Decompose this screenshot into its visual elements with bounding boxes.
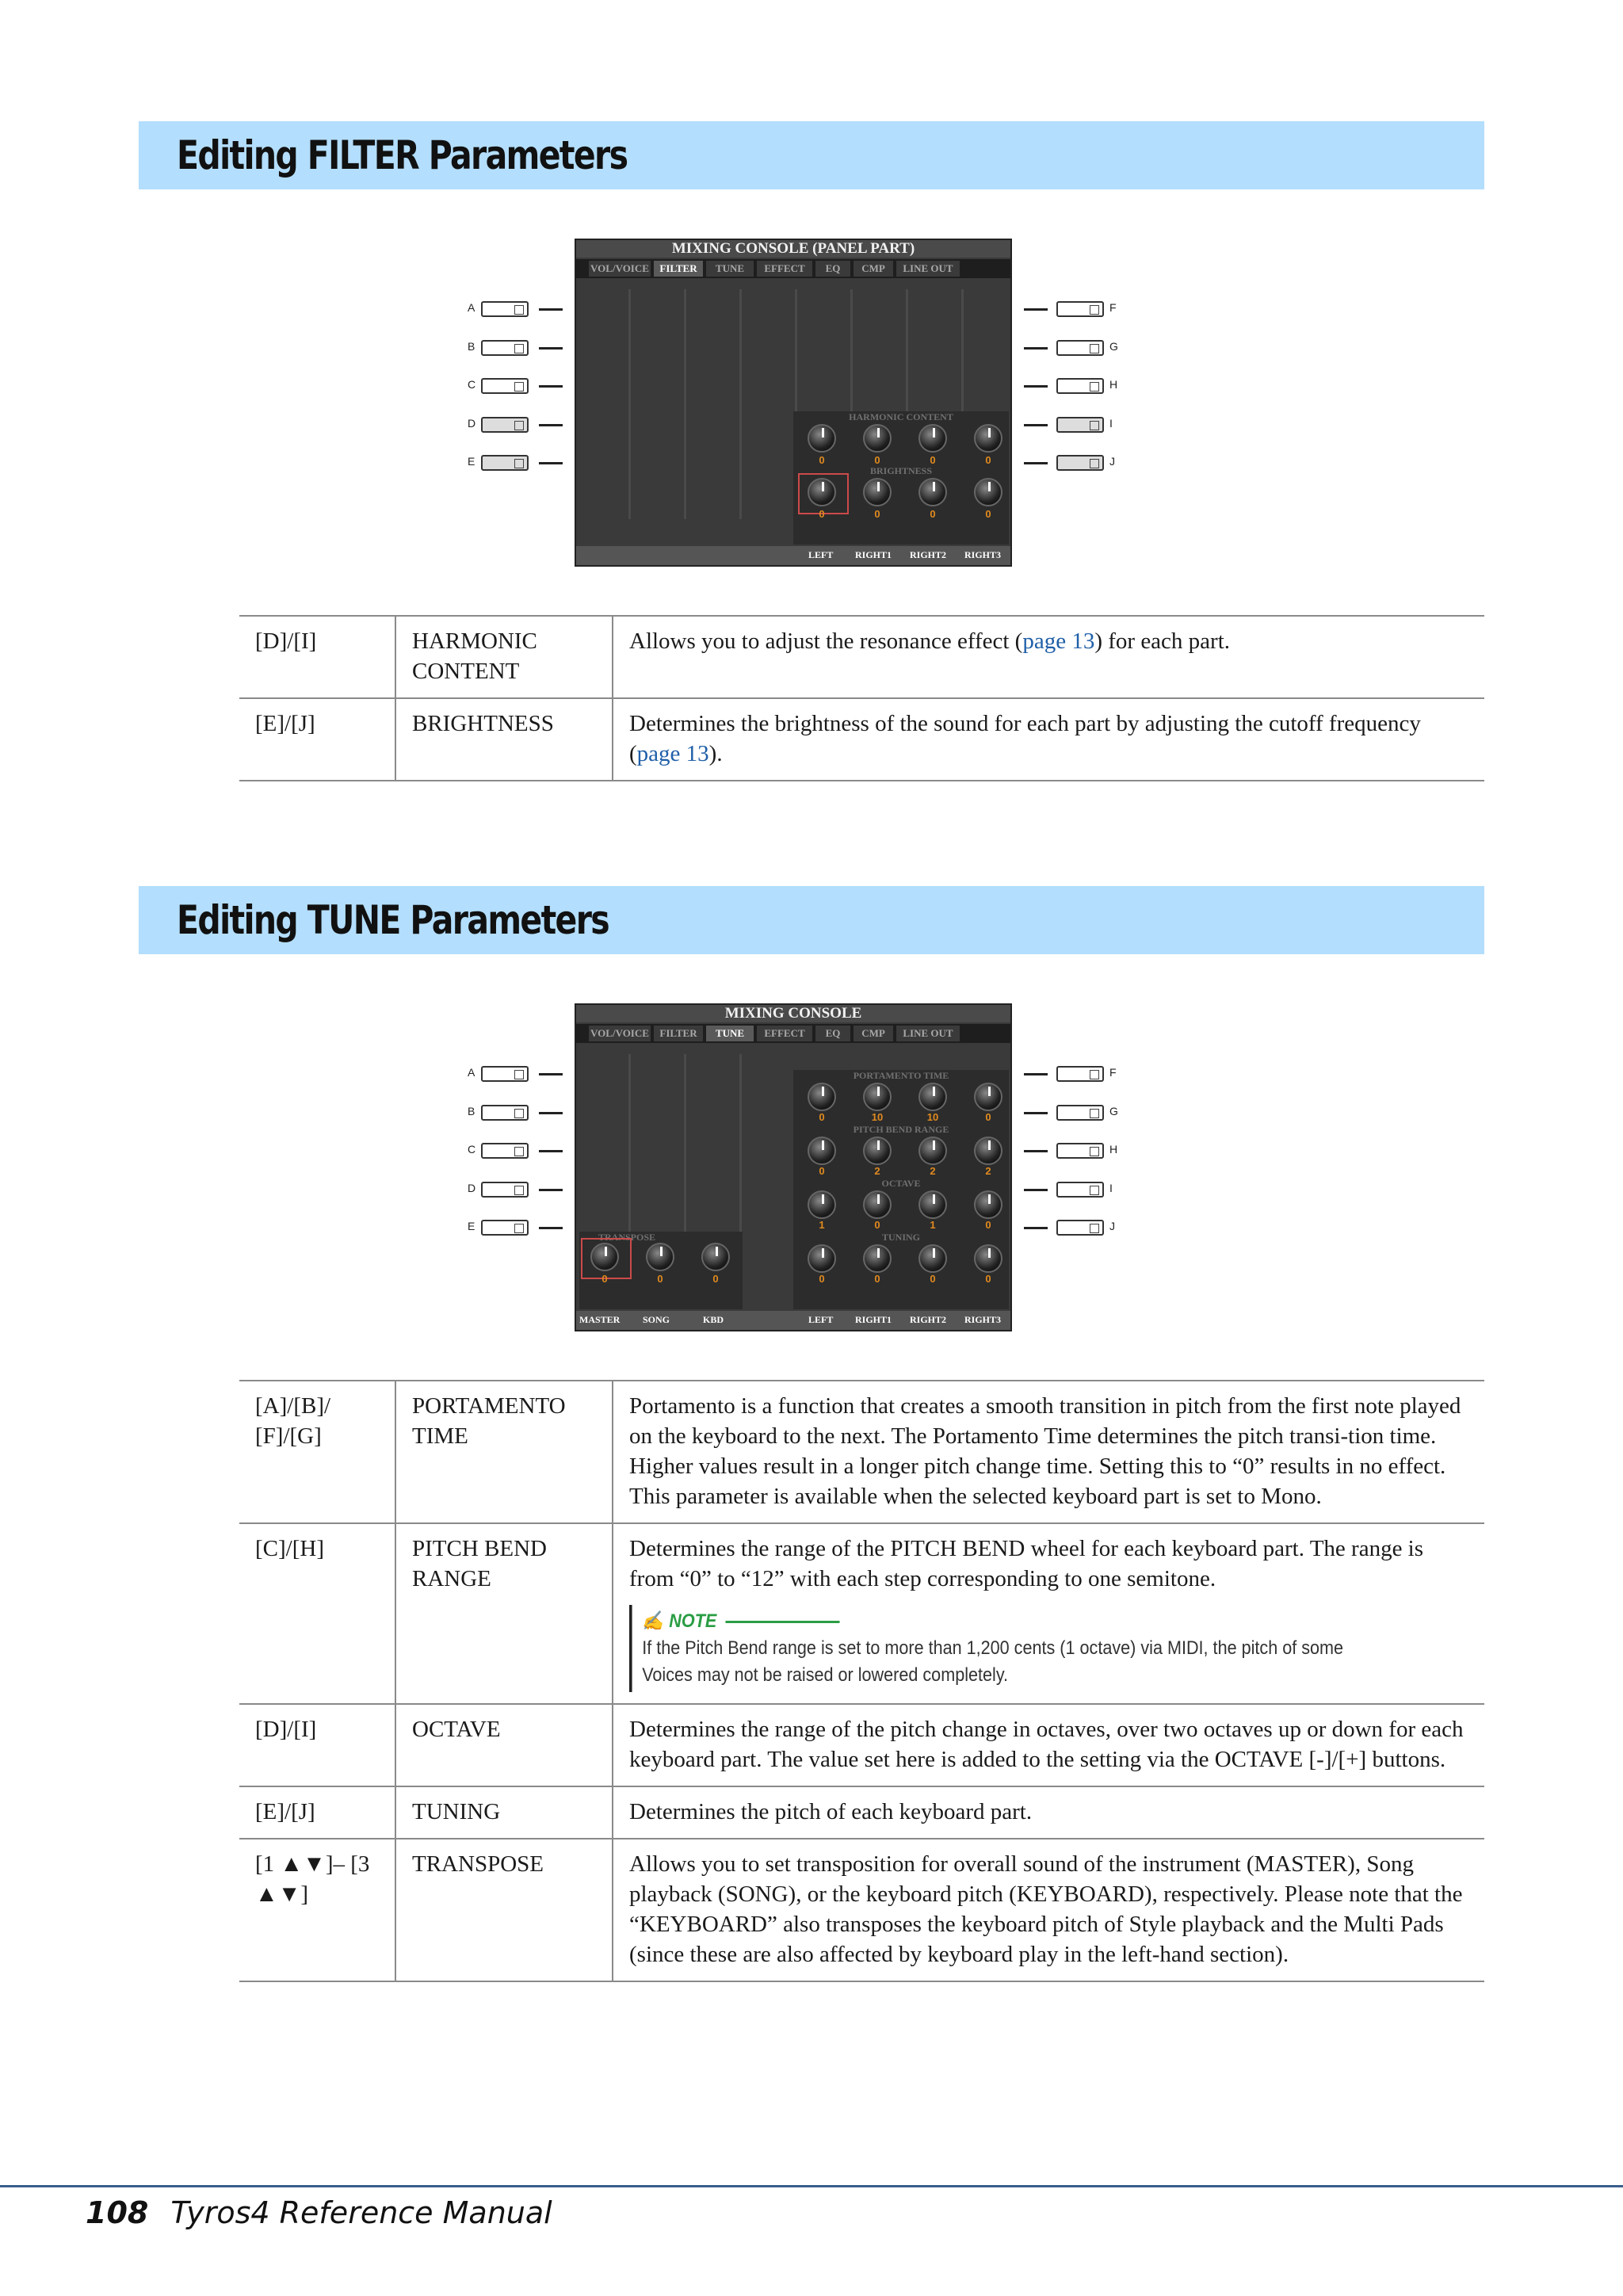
tuning-panel-title: TUNING: [881, 1232, 920, 1243]
part-label-right3: RIGHT3: [964, 549, 1002, 560]
tuning-knob-right2[interactable]: [918, 1244, 947, 1273]
button-label-a: A: [468, 301, 475, 314]
button-h[interactable]: [1056, 1143, 1104, 1159]
octave-knob-right2[interactable]: [918, 1190, 947, 1219]
part-label-right2: RIGHT2: [910, 549, 947, 560]
portamento-value-right3: 0: [985, 1111, 991, 1123]
octave-value-left: 1: [819, 1219, 825, 1231]
table-cell-buttons: [E]/[J]: [239, 698, 395, 781]
harmonic-content-panel-title: HARMONIC CONTENT: [849, 411, 953, 422]
button-i[interactable]: [1056, 417, 1104, 433]
tab-effect[interactable]: EFFECT: [757, 261, 812, 277]
harmonic-knob-right2[interactable]: [918, 424, 947, 453]
table-row: [239, 1523, 1484, 1704]
button-label-b: B: [468, 1105, 475, 1117]
table-cell-desc: [613, 698, 1484, 781]
button-j-leader: [1024, 462, 1048, 464]
tune-parameter-table: [239, 1380, 1484, 1982]
button-g-leader: [1024, 347, 1048, 350]
button-b-leader: [539, 1112, 563, 1114]
page-link[interactable]: page 13: [636, 741, 709, 766]
button-g[interactable]: [1056, 1105, 1104, 1121]
pitch-bend-knob-right1[interactable]: [863, 1137, 892, 1165]
button-a-leader: [539, 1073, 563, 1075]
tab-line-out[interactable]: LINE OUT: [896, 1026, 960, 1041]
tab-cmp[interactable]: CMP: [854, 261, 893, 277]
tuning-knob-right3[interactable]: [974, 1244, 1002, 1273]
tab-tune[interactable]: TUNE: [706, 261, 754, 277]
harmonic-knob-right3[interactable]: [974, 424, 1002, 453]
table-cell-param: TRANSPOSE: [395, 1839, 613, 1981]
button-f-leader: [1024, 1073, 1048, 1075]
button-i[interactable]: [1056, 1182, 1104, 1198]
harmonic-value-right1: 0: [874, 454, 880, 466]
button-label-j: J: [1109, 1220, 1115, 1232]
octave-knob-right3[interactable]: [974, 1190, 1002, 1219]
part-label-left: LEFT: [808, 1314, 834, 1325]
octave-knob-left[interactable]: [808, 1190, 836, 1219]
desc-text: ).: [708, 741, 723, 766]
table-row: [239, 1704, 1484, 1786]
button-d-leader: [539, 1189, 563, 1191]
brightness-knob-left[interactable]: [808, 478, 836, 506]
button-h-leader: [1024, 1150, 1048, 1152]
tab-tune[interactable]: TUNE: [706, 1026, 754, 1041]
portamento-value-right2: 10: [926, 1111, 939, 1123]
button-h[interactable]: [1056, 378, 1104, 394]
button-label-e: E: [468, 1220, 475, 1232]
table-cell-buttons: [C]/[H]: [239, 1523, 395, 1704]
transpose-value-kbd: 0: [712, 1273, 719, 1285]
octave-value-right2: 1: [930, 1219, 936, 1231]
portamento-knob-left[interactable]: [808, 1083, 836, 1111]
tab-cmp[interactable]: CMP: [854, 1026, 893, 1041]
harmonic-value-left: 0: [819, 454, 825, 466]
button-label-d: D: [468, 417, 476, 430]
button-a[interactable]: [481, 1066, 529, 1082]
button-label-c: C: [468, 378, 476, 391]
part-label-left: LEFT: [808, 549, 834, 560]
brightness-knob-right3[interactable]: [974, 478, 1002, 506]
harmonic-value-right3: 0: [985, 454, 991, 466]
button-c-leader: [539, 1150, 563, 1152]
note-box: [629, 1605, 1384, 1692]
button-label-g: G: [1109, 340, 1118, 353]
manual-title: Tyros4 Reference Manual: [170, 2195, 552, 2230]
button-label-h: H: [1109, 1143, 1118, 1156]
button-b[interactable]: [481, 1105, 529, 1121]
table-cell-desc: [613, 616, 1484, 698]
filter-section-heading: Editing FILTER Parameters: [177, 132, 628, 178]
button-label-e: E: [468, 455, 475, 468]
button-label-h: H: [1109, 378, 1118, 391]
table-cell-param: HARMONIC CONTENT: [395, 616, 613, 698]
portamento-knob-right1[interactable]: [863, 1083, 892, 1111]
tuning-knob-right1[interactable]: [863, 1244, 892, 1273]
portamento-knob-right2[interactable]: [918, 1083, 947, 1111]
table-row: [239, 1839, 1484, 1981]
button-label-f: F: [1109, 1066, 1117, 1079]
page-number: 108: [86, 2195, 149, 2230]
table-cell-buttons: [1 ▲▼]– [3 ▲▼]: [239, 1839, 395, 1981]
part-label-right1: RIGHT1: [855, 1314, 892, 1325]
table-cell-buttons: [E]/[J]: [239, 1786, 395, 1839]
pencil-icon: ✍: [642, 1610, 664, 1632]
button-g[interactable]: [1056, 340, 1104, 356]
portamento-value-left: 0: [819, 1111, 825, 1123]
octave-value-right3: 0: [985, 1219, 991, 1231]
button-j[interactable]: [1056, 1220, 1104, 1236]
part-label-right3: RIGHT3: [964, 1314, 1002, 1325]
table-cell-buttons: [D]/[I]: [239, 1704, 395, 1786]
tuning-value-right1: 0: [874, 1273, 880, 1285]
pitch-bend-knob-left[interactable]: [808, 1137, 836, 1165]
button-i-leader: [1024, 424, 1048, 426]
page-footer: [86, 2195, 552, 2230]
button-label-j: J: [1109, 455, 1115, 468]
pitch-bend-value-right1: 2: [874, 1165, 880, 1177]
table-cell-desc: Determines the range of the pitch change in octaves, over two octaves up or down for each keyboard part. The value set here is added to the setting via the OCTAVE [-]/[+] buttons.: [613, 1704, 1484, 1786]
desc-text: Determines the brightness of the sound for each part by adjusting the cutoff frequency (: [629, 711, 1421, 766]
pitch-bend-knob-right2[interactable]: [918, 1137, 947, 1165]
note-text: If the Pitch Bend range is set to more than 1,200 cents (1 octave) via MIDI, the pitch of some Voices may not be raised or lowered completely.: [642, 1637, 1344, 1686]
button-f[interactable]: [1056, 1066, 1104, 1082]
button-e-leader: [539, 462, 563, 464]
table-cell-param: OCTAVE: [395, 1704, 613, 1786]
note-rule: [725, 1621, 839, 1623]
tuning-knob-left[interactable]: [808, 1244, 836, 1273]
page-link[interactable]: page 13: [1022, 628, 1095, 654]
portamento-panel-title: PORTAMENTO TIME: [853, 1070, 949, 1081]
button-e-leader: [539, 1227, 563, 1229]
table-cell-desc: Allows you to set transposition for overall sound of the instrument (MASTER), Song playback (SONG), or the keyboard pitch (KEYBOARD), respectively. Please note that the “KEYBOARD” also transposes the keyboard pitch of Style playback and the Multi Pads (since these are also affected by keyboard play in the left-hand section).: [613, 1839, 1484, 1981]
button-label-i: I: [1109, 1182, 1113, 1194]
brightness-knob-right1[interactable]: [863, 478, 892, 506]
filter-screen-title: MIXING CONSOLE (PANEL PART): [576, 240, 1010, 258]
channel-column: [684, 289, 686, 519]
transpose-knob-master[interactable]: [590, 1243, 619, 1271]
tune-section-banner: [139, 886, 1484, 954]
pitch-bend-value-right2: 2: [930, 1165, 936, 1177]
harmonic-value-right2: 0: [930, 454, 936, 466]
table-cell-desc: Determines the pitch of each keyboard part.: [613, 1786, 1484, 1839]
filter-section-banner: [139, 121, 1484, 189]
button-label-f: F: [1109, 301, 1117, 314]
table-cell-param: BRIGHTNESS: [395, 698, 613, 781]
table-cell-param: PORTAMENTO TIME: [395, 1381, 613, 1523]
tuning-value-left: 0: [819, 1273, 825, 1285]
transpose-knob-kbd[interactable]: [701, 1243, 730, 1271]
brightness-value-right3: 0: [985, 508, 991, 520]
table-cell-param: TUNING: [395, 1786, 613, 1839]
pitch-bend-value-right3: 2: [985, 1165, 991, 1177]
brightness-knob-right2[interactable]: [918, 478, 947, 506]
button-d[interactable]: [481, 1182, 529, 1198]
tab-eq[interactable]: EQ: [815, 1026, 850, 1041]
button-d-leader: [539, 424, 563, 426]
part-label-master: MASTER: [579, 1314, 621, 1325]
note-header: [642, 1608, 1384, 1635]
button-e[interactable]: [481, 455, 529, 471]
tuning-value-right2: 0: [930, 1273, 936, 1285]
transpose-knob-song[interactable]: [646, 1243, 674, 1271]
portamento-value-right1: 10: [871, 1111, 884, 1123]
footer-rule: [0, 2185, 1623, 2187]
desc-text: Determines the range of the PITCH BEND wheel for each keyboard part. The range is from “0” to “12” with each step corresponding to one semitone.: [629, 1536, 1424, 1591]
filter-screen-bottom-bar: [576, 546, 1010, 565]
tab-vol-voice[interactable]: VOL/VOICE: [589, 261, 651, 277]
button-label-c: C: [468, 1143, 476, 1156]
button-label-b: B: [468, 340, 475, 353]
table-row: [239, 1381, 1484, 1523]
brightness-panel-title: BRIGHTNESS: [869, 465, 933, 476]
button-i-leader: [1024, 1189, 1048, 1191]
brightness-value-right2: 0: [930, 508, 936, 520]
filter-parameter-table: [239, 615, 1484, 781]
button-c[interactable]: [481, 1143, 529, 1159]
tab-line-out[interactable]: LINE OUT: [896, 261, 960, 277]
channel-column: [628, 289, 631, 519]
table-cell-param: PITCH BEND RANGE: [395, 1523, 613, 1704]
desc-text: Allows you to adjust the resonance effect (: [629, 628, 1023, 654]
tune-section-heading: Editing TUNE Parameters: [177, 897, 609, 943]
part-label-right1: RIGHT1: [855, 549, 892, 560]
part-label-right2: RIGHT2: [910, 1314, 947, 1325]
button-label-d: D: [468, 1182, 476, 1194]
tune-screen-bottom-bar: [576, 1311, 1010, 1330]
tune-screen-tabbar: [576, 1024, 1010, 1043]
button-j[interactable]: [1056, 455, 1104, 471]
tab-filter[interactable]: FILTER: [654, 261, 703, 277]
button-f-leader: [1024, 308, 1048, 311]
part-label-song: SONG: [643, 1314, 670, 1325]
filter-screen: [575, 239, 1012, 567]
octave-value-right1: 0: [874, 1219, 880, 1231]
part-label-kbd: KBD: [703, 1314, 724, 1325]
button-c[interactable]: [481, 378, 529, 394]
octave-panel-title: OCTAVE: [881, 1178, 921, 1189]
tune-screen: [575, 1003, 1012, 1331]
transpose-panel-title: TRANSPOSE: [598, 1232, 656, 1243]
tab-eq[interactable]: EQ: [815, 261, 850, 277]
filter-screen-tabbar: [576, 259, 1010, 278]
note-label: NOTE: [669, 1610, 717, 1632]
button-e[interactable]: [481, 1220, 529, 1236]
button-label-a: A: [468, 1066, 475, 1079]
table-cell-desc: [613, 1523, 1484, 1704]
brightness-value-right1: 0: [874, 508, 880, 520]
transpose-value-master: 0: [601, 1273, 608, 1285]
button-b[interactable]: [481, 340, 529, 356]
button-f[interactable]: [1056, 301, 1104, 317]
harmonic-knob-right1[interactable]: [863, 424, 892, 453]
tune-screen-title: MIXING CONSOLE: [576, 1005, 1010, 1022]
button-label-g: G: [1109, 1105, 1118, 1117]
brightness-value-left: 0: [819, 508, 825, 520]
button-a-leader: [539, 308, 563, 311]
table-cell-buttons: [A]/[B]/ [F]/[G]: [239, 1381, 395, 1523]
table-row: [239, 1786, 1484, 1839]
button-label-i: I: [1109, 417, 1113, 430]
button-h-leader: [1024, 385, 1048, 388]
channel-column: [739, 289, 742, 519]
tab-effect[interactable]: EFFECT: [757, 1026, 812, 1041]
pitch-bend-knob-right3[interactable]: [974, 1137, 1002, 1165]
button-b-leader: [539, 347, 563, 350]
tuning-value-right3: 0: [985, 1273, 991, 1285]
table-row: [239, 616, 1484, 698]
desc-text: ) for each part.: [1094, 628, 1231, 654]
pitch-bend-value-left: 0: [819, 1165, 825, 1177]
button-c-leader: [539, 385, 563, 388]
table-cell-desc: Portamento is a function that creates a smooth transition in pitch from the first note played on the keyboard to the next. The Portamento Time determines the pitch transi-tion time. Higher values result in a longer pitch change time. Setting this to “0” results in no effect. This parameter is available when the selected keyboard part is set to Mono.: [613, 1381, 1484, 1523]
portamento-knob-right3[interactable]: [974, 1083, 1002, 1111]
table-row: [239, 698, 1484, 781]
table-cell-buttons: [D]/[I]: [239, 616, 395, 698]
button-d[interactable]: [481, 417, 529, 433]
pitch-bend-panel-title: PITCH BEND RANGE: [853, 1124, 949, 1135]
button-a[interactable]: [481, 301, 529, 317]
button-g-leader: [1024, 1112, 1048, 1114]
transpose-value-song: 0: [657, 1273, 663, 1285]
button-j-leader: [1024, 1227, 1048, 1229]
tab-filter[interactable]: FILTER: [654, 1026, 703, 1041]
octave-knob-right1[interactable]: [863, 1190, 892, 1219]
tab-vol-voice[interactable]: VOL/VOICE: [589, 1026, 651, 1041]
harmonic-knob-left[interactable]: [808, 424, 836, 453]
